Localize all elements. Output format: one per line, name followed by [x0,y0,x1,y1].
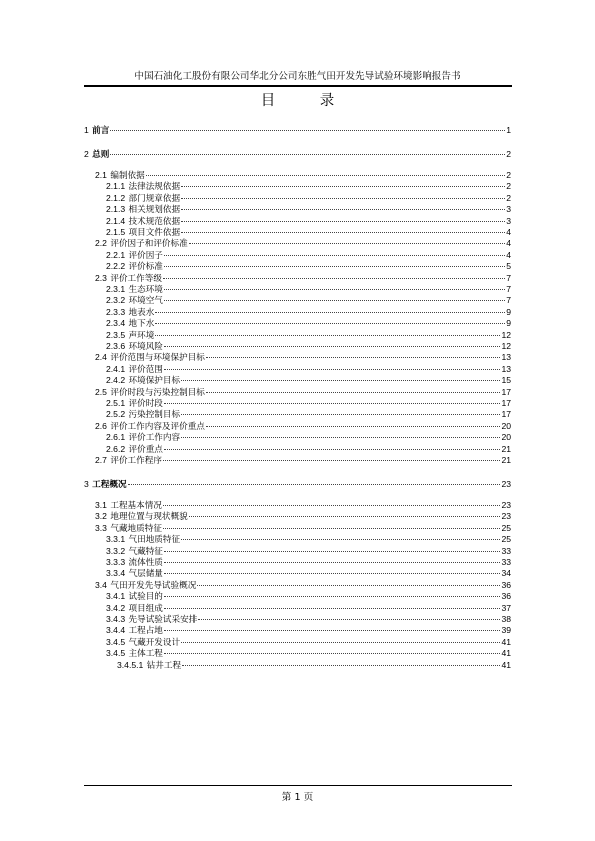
toc-entry-page: 21 [501,443,511,454]
toc-heading: 目 录 [260,93,355,109]
toc-entry-label [95,454,162,467]
toc-leader-dots [181,414,500,415]
toc-entry-page: 36 [501,579,511,590]
toc-entry-number: 2.3.6 [106,341,128,351]
toc-entry-text: 气田开发先导试验概况 [110,580,197,591]
toc-entry-page: 2 [506,170,511,180]
toc-entry[interactable] [106,180,511,192]
toc-entry[interactable] [106,533,511,545]
toc-entry[interactable] [95,386,511,398]
toc-leader-dots [181,209,505,210]
toc-entry-number: 2.6 [95,420,110,431]
toc-entry-number: 2.6.1 [106,432,128,443]
toc-leader-dots [128,484,501,485]
toc-leader-dots [189,516,501,517]
toc-entry[interactable] [106,636,511,648]
toc-leader-dots [164,289,505,290]
toc-leader-dots [164,608,501,609]
toc-entry-page: 17 [501,386,511,397]
toc-entry[interactable] [106,567,511,579]
toc-leader-dots [181,437,500,438]
toc-entry-page: 13 [501,363,511,374]
toc-leader-dots [164,369,501,370]
toc-entry-number: 2.3.3 [106,306,128,317]
toc-entry[interactable] [106,306,511,318]
toc-entry-page: 13 [501,352,511,363]
toc-entry[interactable] [106,317,511,329]
toc-entry[interactable] [106,397,511,409]
toc-entry[interactable] [106,613,511,625]
toc-entry-text: 前言 [92,126,110,136]
toc-entry[interactable] [84,148,511,160]
toc-leader-dots [198,619,500,620]
toc-entry-text: 气田地质特征 [128,535,181,546]
toc-entry-number: 2.1.1 [106,181,128,192]
toc-entry-text: 地下水 [128,319,155,330]
toc-entry[interactable] [106,545,511,557]
toc-entry[interactable] [106,294,511,306]
toc-entry-text: 工程概况 [92,480,127,490]
toc-entry-text: 气藏特征 [128,546,163,557]
toc-entry-number: 3 [84,479,92,489]
toc-entry-page: 15 [501,375,511,386]
toc-entry-text: 工程基本情况 [110,501,162,511]
toc-leader-dots [164,346,501,347]
toc-entry-page: 21 [501,455,511,465]
toc-entry-number: 3.3.4 [106,568,128,579]
toc-entry-page: 2 [506,192,511,203]
toc-entry-text: 项目文件依据 [128,228,181,238]
toc-entry-page: 2 [506,149,511,159]
toc-leader-dots [164,449,501,450]
toc-entry[interactable] [95,499,511,511]
toc-entry-page: 3 [506,204,511,215]
toc-entry[interactable] [95,237,511,249]
toc-entry-number: 3.4.2 [106,602,128,613]
toc-entry-number: 3.3.2 [106,545,128,556]
toc-entry-page: 4 [506,238,511,249]
toc-entry-page: 41 [501,648,511,659]
toc-leader-dots [197,585,500,586]
toc-leader-dots [206,392,501,393]
toc-entry-number: 3.4.1 [106,591,128,602]
toc-entry-text: 相关规划依据 [128,205,181,216]
toc-entry-text: 先导试验试采安排 [128,615,198,625]
toc-entry-text: 评价标准 [128,262,163,273]
toc-entry-number: 3.4.3 [106,614,128,624]
toc-leader-dots [181,232,505,233]
toc-entry-text: 气层储量 [128,569,163,580]
toc-entry-page: 12 [501,329,511,340]
toc-entry-label [117,659,181,672]
toc-entry[interactable] [106,624,511,636]
toc-leader-dots [181,539,500,540]
toc-entry-number: 2.2 [95,238,110,249]
toc-entry-page: 36 [501,591,511,602]
toc-entry[interactable] [95,454,511,466]
toc-entry-text: 评价工作内容 [128,433,181,444]
toc-entry[interactable] [106,374,511,386]
toc-entry-text: 评价因子和评价标准 [110,239,188,250]
toc-leader-dots [181,186,505,187]
toc-leader-dots [206,426,501,427]
toc-entry-text: 地表水 [128,307,155,318]
toc-entry-page: 17 [501,409,511,420]
footer-divider [84,785,512,786]
toc-entry-number: 2 [84,149,92,159]
toc-entry-text: 评价重点 [128,444,163,455]
toc-entry[interactable] [95,510,511,522]
toc-leader-dots [164,596,501,597]
toc-leader-dots [110,130,505,131]
toc-entry-number: 2.5.2 [106,409,128,420]
toc-entry-number: 2.7 [95,455,110,465]
toc-entry[interactable] [106,249,511,261]
toc-leader-dots [164,551,501,552]
toc-leader-dots [181,642,500,643]
toc-entry-page: 41 [501,636,511,647]
toc-entry-number: 2.5.1 [106,398,128,408]
toc-entry-page: 17 [501,398,511,408]
toc-entry[interactable] [106,192,511,204]
toc-entry[interactable] [106,215,511,227]
toc-leader-dots [164,266,505,267]
toc-entry-page: 2 [506,181,511,192]
toc-entry[interactable] [106,556,511,568]
page-number: 第 1 页 [281,792,314,803]
toc-entry-number: 3.4.5 [106,636,128,647]
toc-entry-page: 7 [506,284,511,294]
toc-entry-number: 2.5 [95,386,110,397]
toc-entry-page: 4 [506,227,511,237]
toc-entry-number: 2.3.4 [106,318,128,329]
toc-entry-label [84,124,109,137]
toc-entry[interactable] [95,420,511,432]
toc-entry-number: 2.4.2 [106,375,128,386]
toc-entry-number: 2.1 [95,170,110,180]
toc-entry[interactable] [106,590,511,602]
toc-entry-page: 9 [506,318,511,329]
toc-entry[interactable] [95,351,511,363]
toc-entry[interactable] [95,522,511,534]
document-header-title: 中国石油化工股份有限公司华北分公司东胜气田开发先导试验环境影响报告书 [134,71,461,82]
toc-entry-number: 2.3 [95,272,110,283]
toc-entry-text: 评价工作程序 [110,456,162,466]
toc-leader-dots [164,573,501,574]
toc-entry-text: 编制依据 [110,171,145,181]
toc-entry-text: 部门规章依据 [128,193,181,204]
toc-entry-number: 1 [84,125,92,135]
toc-entry-number: 3.4.5 [106,648,128,659]
toc-entry-page: 7 [506,295,511,306]
toc-entry-text: 钻井工程 [146,660,182,671]
toc-entry[interactable] [106,203,511,215]
toc-leader-dots [110,154,505,155]
toc-entry-page: 39 [501,625,511,636]
toc-entry-text: 法律法规依据 [128,182,181,193]
toc-entry-number: 2.1.4 [106,215,128,226]
toc-entry-number: 2.2.1 [106,249,128,260]
toc-leader-dots [155,312,505,313]
toc-leader-dots [163,278,505,279]
toc-entry-page: 25 [501,522,511,533]
toc-entry[interactable] [106,283,511,295]
toc-entry-text: 技术规范依据 [128,216,181,227]
toc-entry-page: 20 [501,420,511,431]
toc-entry[interactable] [106,408,511,420]
toc-entry-number: 2.1.3 [106,204,128,215]
toc-entry-number: 3.3.1 [106,534,128,545]
toc-entry-text: 评价时段 [128,399,163,409]
toc-entry-page: 4 [506,249,511,260]
toc-leader-dots [181,221,505,222]
toc-leader-dots [164,653,501,654]
toc-entry[interactable] [106,363,511,375]
toc-entry-number: 2.1.2 [106,192,128,203]
toc-leader-dots [146,175,505,176]
toc-entry[interactable] [106,602,511,614]
toc-entry-number: 2.4.1 [106,363,128,374]
toc-entry-number: 2.3.1 [106,284,128,294]
toc-entry[interactable] [95,579,511,591]
toc-leader-dots [155,323,505,324]
toc-leader-dots [164,255,505,256]
toc-entry-text: 项目组成 [128,603,163,614]
toc-entry-page: 9 [506,306,511,317]
toc-leader-dots [164,403,501,404]
toc-leader-dots [181,198,505,199]
toc-entry[interactable] [106,431,511,443]
toc-entry-number: 2.1.5 [106,227,128,237]
toc-entry-text: 评价时段与污染控制目标 [110,387,205,398]
toc-entry[interactable] [84,124,511,136]
toc-entry-text: 污染控制目标 [128,410,181,421]
toc-entry[interactable] [95,272,511,284]
toc-entry-page: 12 [501,341,511,351]
toc-entry-text: 评价工作内容及评价重点 [110,421,205,432]
toc-entry[interactable] [106,340,511,352]
toc-entry-text: 环境保护目标 [128,376,181,387]
toc-entry-number: 3.3 [95,522,110,533]
toc-entry-page: 23 [501,500,511,510]
toc-entry-page: 23 [501,479,511,489]
toc-entry[interactable] [84,478,511,490]
toc-entry-text: 工程占地 [128,626,163,637]
toc-entry-number: 2.3.5 [106,329,128,340]
toc-entry-text: 流体性质 [128,558,163,568]
toc-entry-text: 评价工作等级 [110,273,162,284]
toc-leader-dots [164,562,501,563]
toc-entry-text: 气藏地质特征 [110,523,162,534]
toc-entry-page: 20 [501,432,511,443]
toc-entry-text: 声环境 [128,330,155,341]
toc-entry-number: 3.3.3 [106,557,128,567]
toc-leader-dots [163,528,501,529]
toc-entry-number: 2.4 [95,352,110,363]
toc-entry-text: 气藏开发设计 [128,637,181,648]
toc-entry-text: 环境空气 [128,296,163,307]
toc-entry-text: 试验目的 [128,592,163,603]
toc-entry-page: 7 [506,272,511,283]
toc-entry-page: 1 [506,125,511,135]
toc-leader-dots [181,380,500,381]
toc-entry-text: 主体工程 [128,649,163,660]
toc-entry-number: 3.4 [95,579,110,590]
toc-entry-page: 5 [506,261,511,272]
toc-entry-page: 34 [501,568,511,579]
toc-entry-text: 评价范围与环境保护目标 [110,353,205,364]
toc-leader-dots [163,460,501,461]
toc-entry-page: 37 [501,602,511,613]
toc-entry[interactable] [95,169,511,181]
toc-entry-number: 3.4.4 [106,625,128,636]
toc-leader-dots [189,243,506,244]
toc-entry-number: 2.6.2 [106,443,128,454]
toc-entry[interactable] [106,329,511,341]
toc-leader-dots [182,665,500,666]
toc-entry-number: 2.3.2 [106,295,128,306]
toc-entry-number: 2.2.2 [106,261,128,272]
toc-leader-dots [155,335,500,336]
toc-entry[interactable] [106,647,511,659]
toc-entry-page: 3 [506,215,511,226]
toc-leader-dots [163,505,501,506]
toc-entry-page: 38 [501,614,511,624]
toc-entry-number: 3.4.5.1 [117,659,146,670]
toc-entry-page: 41 [501,659,511,670]
toc-entry-text: 地理位置与现状概貌 [110,512,188,523]
toc-entry-text: 总则 [92,150,110,160]
toc-entry-page: 33 [501,557,511,567]
toc-entry-number: 3.2 [95,511,110,522]
toc-leader-dots [206,357,501,358]
toc-entry-text: 评价因子 [128,250,163,261]
toc-entry-number: 3.1 [95,500,110,510]
toc-leader-dots [164,300,505,301]
toc-entry[interactable] [106,443,511,455]
toc-entry-text: 评价范围 [128,364,163,375]
toc-entry-page: 25 [501,534,511,545]
toc-entry[interactable] [106,226,511,238]
toc-entry[interactable] [106,260,511,272]
toc-entry-label [84,148,109,161]
toc-entry[interactable] [117,659,511,671]
toc-entry-text: 环境风险 [128,342,163,352]
toc-entry-page: 33 [501,545,511,556]
toc-entry-page: 23 [501,511,511,522]
toc-entry-text: 生态环境 [128,285,163,295]
toc-leader-dots [164,630,501,631]
toc-entry-label [84,478,127,491]
